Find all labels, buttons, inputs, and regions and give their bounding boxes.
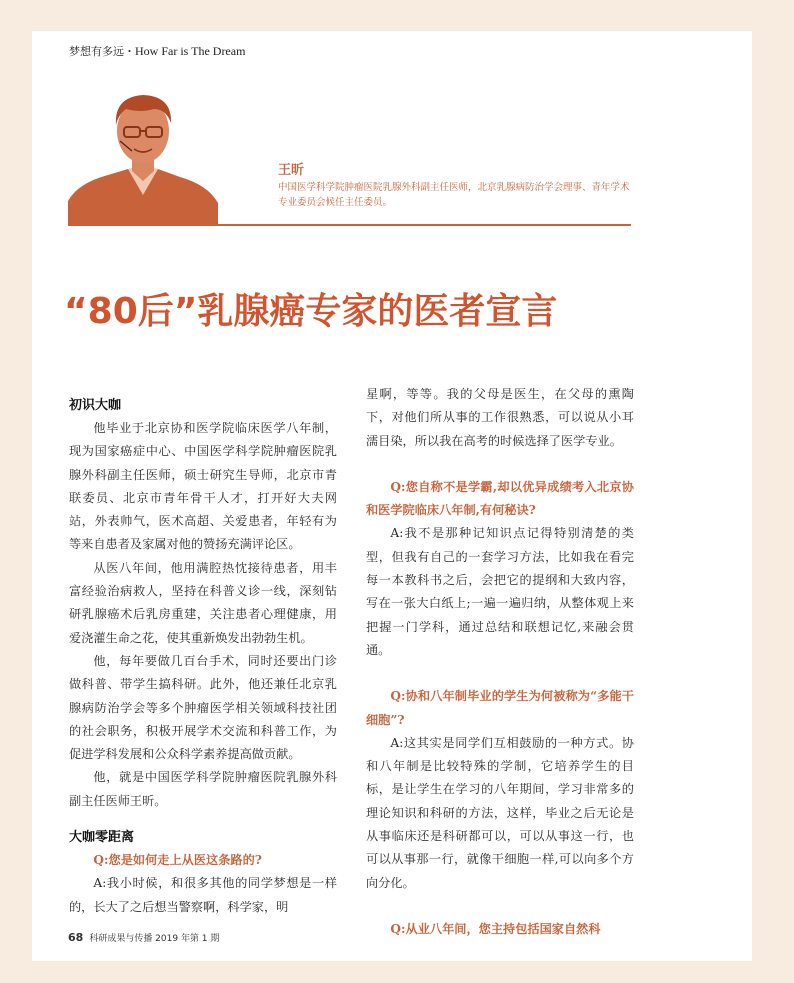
bio-description: 中国医学科学院肿瘤医院乳腺外科副主任医师，北京乳腺病防治学会理事、青年学术专业委员会候任主任委员。 [278,182,630,208]
question: Q:您是如何走上从医这条路的? [93,853,262,868]
paragraph: 他毕业于北京协和医学院临床医学八年制，现为国家癌症中心、中国医学科学院肿瘤医院乳腺外科副主任医师，硕士研究生导师，北京市青联委员、北京市青年骨干人才，打开好大夫网站，外表帅气，医术高超、关爱患者，年轻有为等来自患者及家属对他的赞扬充满评论区。 [69,421,337,552]
spacer [69,813,337,827]
publication-info: 科研成果与传播 2019 年第 1 期 [89,934,220,944]
answer: A:这其实是同学们互相鼓励的一种方式。协和八年制是比较特殊的学制，它培养学生的目标，是让学生在学习的八年期间，学习非常多的理论知识和科研的方法，这样，毕业之后无论是从事临床还是科研都可以，可以从事这一行，也可以从事那一行，就像干细胞一样,可以向多个方向分化。 [366,735,634,890]
paragraph: 他，就是中国医学科学院肿瘤医院乳腺外科副主任医师王昕。 [69,770,337,808]
section-heading-interview: 大咖零距离 [69,830,135,846]
page-footer [68,931,219,944]
section-heading-intro: 初识大咖 [69,398,122,413]
spacer [366,895,634,918]
bio-name: 王昕 [278,163,305,178]
portrait-image [68,83,218,225]
page-number: 68 [68,931,84,944]
bio-divider [68,224,631,226]
question: Q:从业八年间，您主持包括国家自然科 [390,921,601,936]
answer: A:我不是那种记知识点记得特别清楚的类型，但我有自己的一套学习方法，比如我在看完每一本教科书之后，会把它的提纲和大致内容，写在一张大白纸上;一遍一遍归纳，从整体观上来把握一门学科，通过总结和联想记忆,来融会贯通。 [366,526,634,657]
spacer [366,662,634,685]
answer-continued: 星啊，等等。我的父母是医生，在父母的熏陶下，对他们所从事的工作很熟悉，可以说从小耳濡目染，所以我在高考的时候选择了医学专业。 [366,387,634,448]
paragraph: 他，每年要做几百台手术，同时还要出门诊做科普、带学生搞科研。此外，他还兼任北京乳腺病防治学会等多个肿瘤医学相关领域科技社团的社会职务，积极开展学术交流和科普工作，为促进学科发展和公众科学素养提高做贡献。 [69,653,337,762]
answer: A:我小时候，和很多其他的同学梦想是一样的，长大了之后想当警察啊，科学家，明 [69,876,337,914]
article-title: “80后”乳腺癌专家的医者宣言 [64,291,558,332]
running-head [69,43,245,59]
spacer [366,453,634,476]
running-head-cn: 梦想有多远・ [69,45,135,58]
question: Q:协和八年制毕业的学生为何被称为“多能干细胞”? [366,689,634,727]
magazine-page [32,31,752,961]
author-portrait [68,83,218,225]
question: Q:您自称不是学霸,却以优异成绩考入北京协和医学院临床八年制,有何秘诀? [366,479,634,518]
left-column [69,395,337,919]
paragraph: 从医八年间，他用满腔热忱接待患者，用丰富经验治病救人，坚持在科普义诊一线，深刻钻研乳腺癌术后乳房重建，关注患者心理健康，用爱浇灌生命之花，使其重新焕发出勃勃生机。 [69,560,337,645]
running-head-en: How Far is The Dream [135,44,246,58]
right-column [366,383,634,941]
